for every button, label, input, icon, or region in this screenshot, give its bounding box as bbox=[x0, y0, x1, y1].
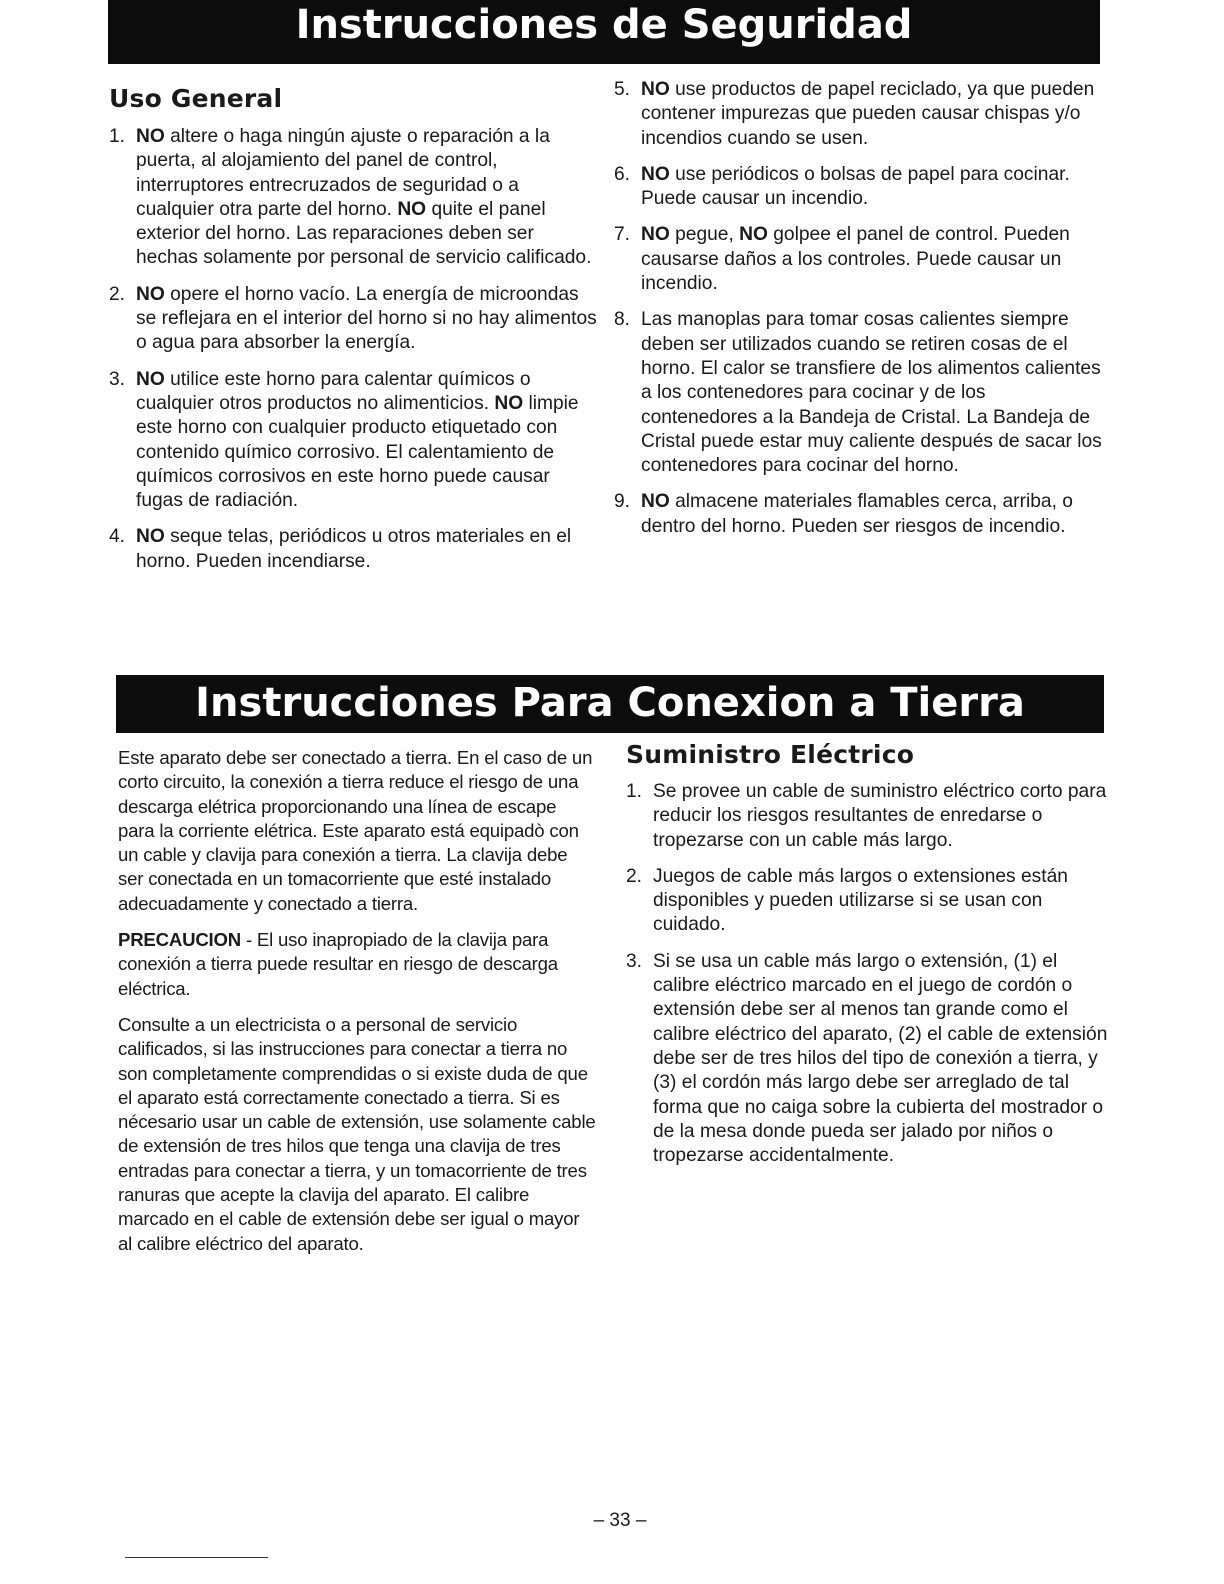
caution-paragraph bbox=[118, 928, 596, 1001]
supply-item-2 bbox=[626, 865, 1112, 938]
rule-item-8 bbox=[614, 308, 1104, 478]
grounding-banner-title: Instrucciones Para Conexion a Tierra bbox=[195, 680, 1025, 726]
no-label: NO bbox=[641, 224, 670, 246]
suministro-column bbox=[626, 740, 1112, 1180]
rule-text: seque telas, periódicos u otros materiales en el horno. Pueden incendiarse. bbox=[136, 526, 572, 572]
rule-number: 9. bbox=[614, 491, 631, 513]
rule-item-5 bbox=[614, 78, 1104, 151]
no-label: NO bbox=[641, 79, 670, 100]
no-label: NO bbox=[494, 392, 524, 414]
rule-text: Las manoplas para tomar cosas calientes siempre deben ser utilizados cuando se retiren cosas de el horno. El calor se transfiere de los alimentos calientes a los contenedores para cocinar y de los contenedores a la Bandeja de Cristal. La Bandeja de Cristal puede estar muy caliente después de sacar los contenedores para cocinar del horno. bbox=[641, 309, 1102, 477]
page-number: – 33 – bbox=[593, 1510, 647, 1531]
rule-number: 5. bbox=[614, 79, 631, 100]
rule-text: golpee el panel de control. Pueden causarse daños a los controles. Puede causar un incendio. bbox=[641, 224, 1070, 295]
rule-text: quite el panel exterior del horno. Las reparaciones deben ser hechas solamente por personal de servicio calificado. bbox=[136, 198, 592, 269]
uso-general-heading: Uso General bbox=[109, 84, 283, 113]
rule-number: 7. bbox=[614, 224, 631, 246]
caution-label: PRECAUCION bbox=[118, 929, 241, 951]
rule-number: 3. bbox=[109, 368, 126, 390]
uso-general-right-column bbox=[614, 78, 1104, 551]
supply-item-1 bbox=[626, 780, 1112, 853]
no-label: NO bbox=[397, 198, 427, 220]
rule-text: pegue, bbox=[669, 224, 740, 246]
supply-text: Se provee un cable de suministro eléctrico corto para reducir los riesgos resultantes de enredarse o tropezarse con un cable más largo. bbox=[653, 781, 1107, 851]
rule-text: almacene materiales flamables cerca, arriba, o dentro del horno. Pueden ser riesgos de incendio. bbox=[641, 491, 1073, 537]
rule-number: 6. bbox=[614, 163, 631, 185]
supply-number: 2. bbox=[626, 865, 643, 887]
no-label: NO bbox=[136, 526, 165, 548]
rule-number: 2. bbox=[109, 283, 126, 305]
caution-text: - El uso inapropiado de la clavija para conexión a tierra puede resultar en riesgo de descarga eléctrica. bbox=[118, 929, 558, 999]
supply-number: 3. bbox=[626, 950, 643, 972]
supply-text: Si se usa un cable más largo o extensión, (1) el calibre eléctrico marcado en el juego de cordón o extensión debe ser al menos tan grande como el calibre eléctrico del aparato, (2) el cable de extensión debe ser de tres hilos del tipo de conexión a tierra, y (3) el cordón más largo debe ser arreglado de tal forma que no caiga sobre la cubierta del mostrador o de la mesa donde pueda ser jalado por niños o tropezarse accidentalmente. bbox=[653, 950, 1108, 1167]
rule-text: opere el horno vacío. La energía de microondas se reflejara en el interior del horno si no hay alimentos o agua para absorber la energía. bbox=[136, 283, 597, 354]
extension-cord-paragraph: Consulte a un electricista o a personal de servicio calificados, si las instrucciones para conectar a tierra no son completamente comprendidas o si existe duda de que el aparato está correctamente conectado a tierra. Si es nécesario usar un cable de extensión, use solamente cable de extensión de tres hilos que tenga una clavija de tres entradas para conectar a tierra, y un tomacorriente de tres ranuras que acepte la clavija del aparato. El calibre marcado en el cable de extensión debe ser igual o mayor al calibre eléctrico del aparato. bbox=[118, 1013, 596, 1254]
rule-item-6 bbox=[614, 163, 1104, 212]
no-label: NO bbox=[136, 283, 165, 305]
rule-text: altere o haga ningún ajuste o reparación a la puerta, al alojamiento del panel de control, interruptores entrecruzados de seguridad o a cualquier otra parte del horno. bbox=[136, 126, 550, 220]
rule-item-2 bbox=[109, 283, 599, 356]
rule-text: use productos de papel reciclado, ya que pueden contener impurezas que pueden causar chispas y/o incendios cuando se usen. bbox=[641, 79, 1095, 149]
rule-text: utilice este horno para calentar químicos o cualquier otros productos no alimenticios. bbox=[136, 368, 531, 414]
no-label: NO bbox=[136, 368, 165, 390]
no-label: NO bbox=[641, 163, 670, 185]
rule-text: limpie este horno con cualquier producto etiquetado con contenido químico corrosivo. El calentamiento de químicos corrosivos en este horno puede causar fugas de radiación. bbox=[136, 392, 579, 512]
grounding-left-column bbox=[118, 746, 596, 1268]
grounding-banner bbox=[116, 675, 1104, 733]
supply-text: Juegos de cable más largos o extensiones están disponibles y pueden utilizarse si se usan con cuidado. bbox=[653, 865, 1068, 936]
suministro-heading: Suministro Eléctrico bbox=[626, 740, 915, 769]
rule-text: use periódicos o bolsas de papel para cocinar. Puede causar un incendio. bbox=[641, 163, 1070, 210]
rule-number: 8. bbox=[614, 309, 631, 331]
rule-number: 1. bbox=[109, 126, 126, 147]
rule-item-3 bbox=[109, 368, 599, 514]
uso-general-list-right bbox=[614, 78, 1104, 539]
uso-general-left-column bbox=[109, 84, 599, 586]
suministro-list bbox=[626, 780, 1112, 1168]
rule-item-9 bbox=[614, 490, 1104, 539]
rule-number: 4. bbox=[109, 526, 126, 548]
rule-item-1 bbox=[109, 125, 599, 271]
rule-item-7 bbox=[614, 223, 1104, 296]
rule-item-4 bbox=[109, 525, 599, 574]
no-label: NO bbox=[136, 126, 165, 147]
supply-number: 1. bbox=[626, 781, 643, 802]
grounding-paragraph: Este aparato debe ser conectado a tierra. En el caso de un corto circuito, la conexión a tierra reduce el riesgo de una descarga elétrica proporcionando una línea de escape para la corriente elétrica. Este aparato está equipadò con un cable y clavija para conexión a tierra. La clavija debe ser conectada en un tomacorriente que esté instalado adecuadamente y conectado a tierra. bbox=[118, 747, 593, 914]
no-label: NO bbox=[641, 491, 670, 513]
safety-banner-title: Instrucciones de Seguridad bbox=[295, 2, 913, 48]
no-label: NO bbox=[739, 224, 768, 246]
uso-general-list-left bbox=[109, 125, 599, 574]
safety-banner bbox=[108, 0, 1100, 64]
supply-item-3 bbox=[626, 950, 1112, 1169]
footer-rule bbox=[125, 1557, 268, 1558]
